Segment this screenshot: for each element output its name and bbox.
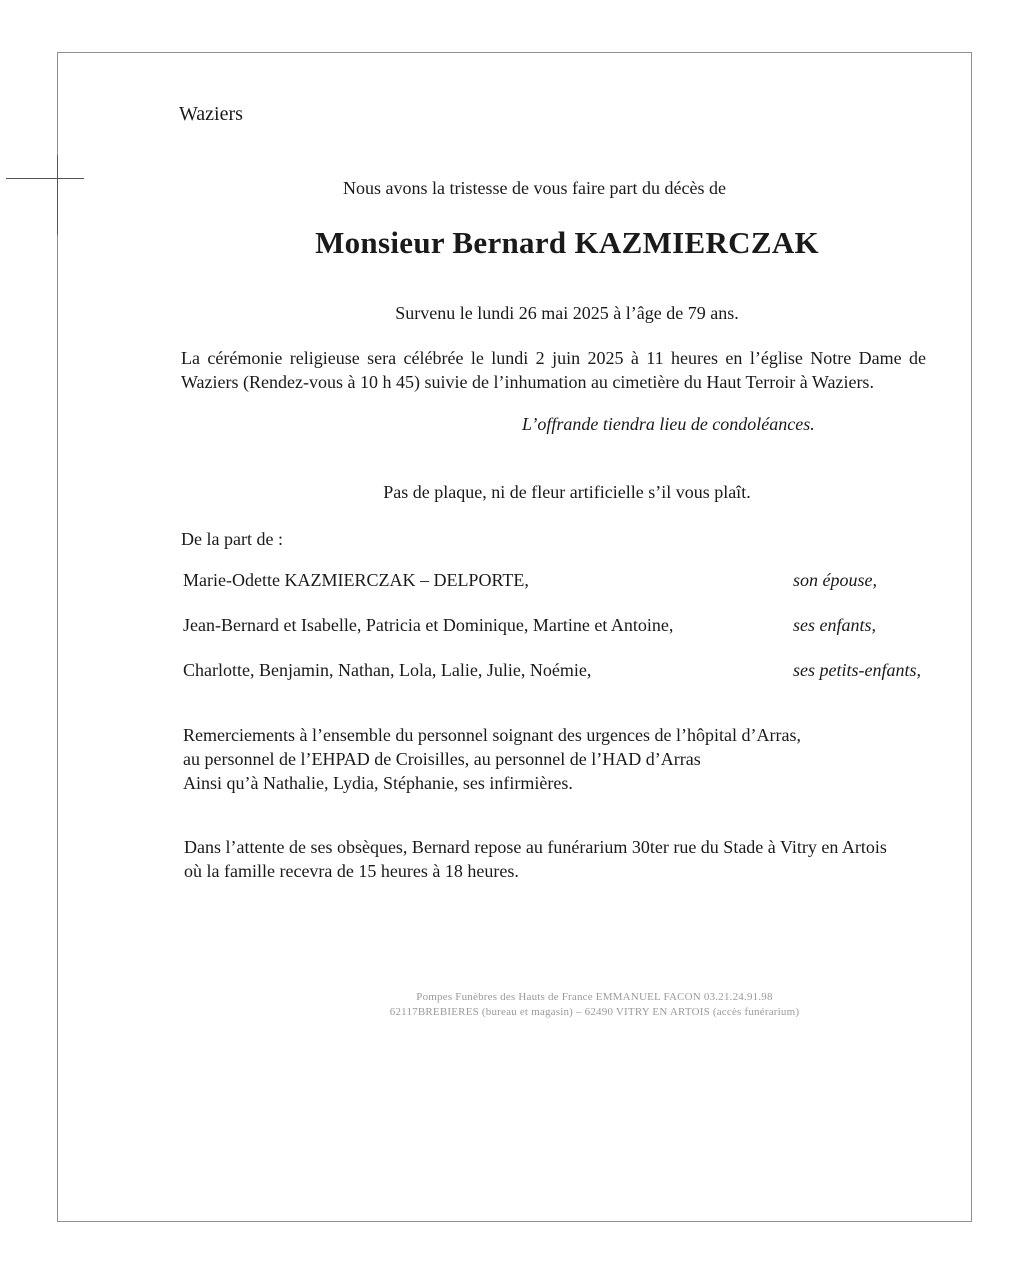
ceremony-paragraph: La cérémonie religieuse sera célébrée le lundi 2 juin 2025 à 11 heures en l’église Notre Dame de Waziers (Rendez-vous à 10 h 45) suivie de l’inhumation au cimetière du Haut Terroir à Waziers. (181, 348, 926, 392)
family-names: Jean-Bernard et Isabelle, Patricia et Dominique, Martine et Antoine, (183, 615, 674, 635)
death-date-line: Survenu le lundi 26 mai 2025 à l’âge de 79 ans. (395, 303, 739, 323)
family-names: Charlotte, Benjamin, Nathan, Lola, Lalie, Julie, Noémie, (183, 660, 592, 680)
from-label: De la part de : (181, 529, 283, 549)
family-relation: ses enfants, (793, 615, 876, 635)
thanks-paragraph (183, 723, 883, 795)
family-names: Marie-Odette KAZMIERCZAK – DELPORTE, (183, 570, 529, 590)
family-relation: ses petits-enfants, (793, 660, 921, 680)
family-relation: son épouse, (793, 570, 877, 590)
no-plaque-note: Pas de plaque, ni de fleur artificielle s’il vous plaît. (383, 482, 751, 502)
thanks-line: Remerciements à l’ensemble du personnel soignant des urgences de l’hôpital d’Arras, (183, 725, 801, 745)
intro-line: Nous avons la tristesse de vous faire part du décès de (343, 178, 726, 198)
funerarium-line: Dans l’attente de ses obsèques, Bernard repose au funérarium 30ter rue du Stade à Vitry en Artois (184, 837, 887, 857)
funerarium-paragraph (184, 835, 954, 883)
funerarium-line: où la famille recevra de 15 heures à 18 heures. (184, 861, 519, 881)
funeral-home-footer (0, 990, 1029, 1020)
deceased-name: Monsieur Bernard KAZMIERCZAK (315, 225, 819, 260)
offering-note: L’offrande tiendra lieu de condoléances. (522, 414, 815, 434)
footer-line-1: Pompes Funèbres des Hauts de France EMMANUEL FACON 03.21.24.91.98 (416, 991, 773, 1003)
thanks-line: Ainsi qu’à Nathalie, Lydia, Stéphanie, ses infirmières. (183, 773, 573, 793)
city-heading: Waziers (179, 103, 243, 125)
thanks-line: au personnel de l’EHPAD de Croisilles, au personnel de l’HAD d’Arras (183, 749, 701, 769)
footer-line-2: 62117BREBIERES (bureau et magasin) – 62490 VITRY EN ARTOIS (accès funérarium) (389, 1006, 800, 1018)
